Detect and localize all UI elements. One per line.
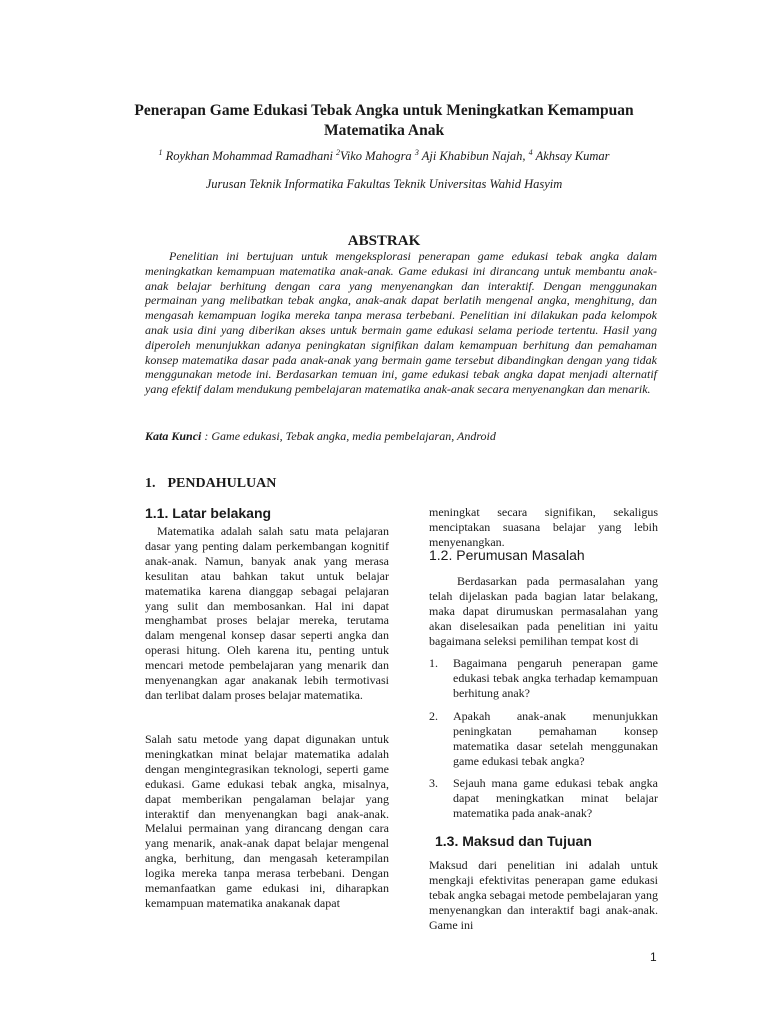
paper-title: Penerapan Game Edukasi Tebak Angka untuk Meningkatkan Kemampuan Matematika Anak — [134, 102, 634, 139]
background-paragraph-3: meningkat secara signifikan, sekaligus menciptakan suasana belajar yang lebih menyenangkan. — [429, 505, 658, 549]
author-4-name: Akhsay Kumar — [535, 149, 610, 164]
author-1-number: 1 — [158, 148, 163, 157]
author-4-number: 4 — [528, 148, 533, 157]
subsection-1-1-heading — [145, 505, 389, 523]
problem-item-3-number: 3. — [429, 776, 438, 790]
problem-item-2 — [429, 709, 658, 769]
author-list — [60, 148, 708, 164]
affiliation: Jurusan Teknik Informatika Fakultas Teknik Universitas Wahid Hasyim — [205, 177, 563, 191]
author-2-name: Viko Mahogra — [340, 149, 412, 164]
author-3-name: Aji Khabibun Najah, — [421, 149, 526, 164]
problem-item-3 — [429, 776, 658, 821]
problem-intro: Berdasarkan pada permasalahan yang telah dijelaskan pada bagian latar belakang, maka dapat dirumuskan permasalahan yang akan diselesaikan pada penelitian ini yaitu bagaimana seleksi pemilihan tempat kost di — [429, 574, 658, 648]
section-heading — [145, 476, 288, 492]
keywords-label: Kata Kunci — [145, 429, 202, 443]
background-paragraph-1: Matematika adalah salah satu mata pelajaran dasar yang penting dalam perkembangan kognitif anak-anak. Namun, banyak anak yang merasa kesulitan atau bahkan takut untuk belajar matematika karena dianggap sebagai pelajaran yang sulit dan membosankan. Hal ini dapat menghambat proses belajar mereka, terutama dalam mengenal konsep dasar seperti angka dan operasi hitung. Oleh karena itu, penting untuk mencari metode pembelajaran yang menarik dan menyenangkan agar anakanak lebih termotivasi dan terlibat dalam proses belajar matematika. — [145, 524, 389, 702]
author-3-number: 3 — [414, 148, 419, 157]
subsection-1-3-title: 1.3. Maksud dan Tujuan — [435, 833, 592, 849]
problem-item-2-text: Apakah anak-anak menunjukkan peningkatan pemahaman konsep matematika dasar setelah menggunakan game edukasi tebak angka? — [453, 709, 658, 768]
author-2-number: 2 — [336, 148, 341, 157]
subsection-1-3-heading — [435, 833, 664, 851]
keywords-line — [145, 429, 657, 444]
section-title: PENDAHULUAN — [167, 476, 277, 491]
purpose-paragraph: Maksud dari penelitian ini adalah untuk mengkaji efektivitas penerapan game edukasi tebak angka sebagai metode pembelajaran yang menyenangkan dan interaktif bagi anak-anak. Game ini — [429, 858, 658, 932]
problem-item-2-number: 2. — [429, 709, 438, 723]
subsection-1-2-heading — [429, 547, 658, 565]
problem-item-1-number: 1. — [429, 656, 438, 670]
abstract-heading: ABSTRAK — [347, 233, 421, 249]
abstract-text: Penelitian ini bertujuan untuk mengeksplorasi penerapan game edukasi tebak angka dalam meningkatkan kemampuan matematika anak-anak. Game edukasi ini dirancang untuk membantu anak-anak belajar berhitung dengan cara yang menyenangkan dan interaktif. Dengan menggunakan permainan yang melibatkan tebak angka, anak-anak dapat berlatih mengenal angka, menghitung, dan mengasah kemampuan logika mereka tanpa merasa terbebani. Penelitian ini dilakukan pada kelompok anak usia dini yang diberikan akses untuk bermain game edukasi selama periode tertentu. Hasil yang diperoleh menunjukkan adanya peningkatan signifikan dalam kemampuan berhitung dan pemahaman konsep matematika dasar pada anak-anak yang bermain game tersebut dibandingkan dengan yang tidak menggunakan metode ini. Berdasarkan temuan ini, game edukasi tebak angka dapat menjadi alternatif yang efektif dalam mendukung pembelajaran matematika anak-anak secara menyenangkan dan menarik. — [145, 249, 657, 397]
problem-item-1 — [429, 656, 658, 701]
author-1-name: Roykhan Mohammad Ramadhani — [165, 149, 333, 164]
page-number: 1 — [650, 950, 657, 964]
background-paragraph-2: Salah satu metode yang dapat digunakan untuk meningkatkan minat belajar matematika adalah dengan mengintegrasikan teknologi, seperti game edukasi. Game edukasi tebak angka, misalnya, dapat memberikan pengalaman belajar yang interaktif dan menyenangkan bagi anak-anak. Melalui permainan yang dirancang dengan cara yang menarik, anak-anak dapat belajar mengenal angka, berhitung, dan mengasah keterampilan logika mereka tanpa merasa terbebani. Dengan memanfaatkan game edukasi ini, diharapkan kemampuan matematika anakanak dapat — [145, 732, 389, 910]
problem-item-3-text: Sejauh mana game edukasi tebak angka dapat meningkatkan minat belajar matematika pada anak-anak? — [453, 776, 658, 820]
keywords-text: : Game edukasi, Tebak angka, media pembelajaran, Android — [204, 429, 496, 443]
subsection-1-1-title: 1.1. Latar belakang — [145, 505, 272, 521]
problem-item-1-text: Bagaimana pengaruh penerapan game edukasi tebak angka terhadap kemampuan berhitung anak? — [453, 656, 658, 700]
section-number: 1. — [145, 476, 156, 491]
subsection-1-2-title: 1.2. Perumusan Masalah — [429, 547, 585, 563]
